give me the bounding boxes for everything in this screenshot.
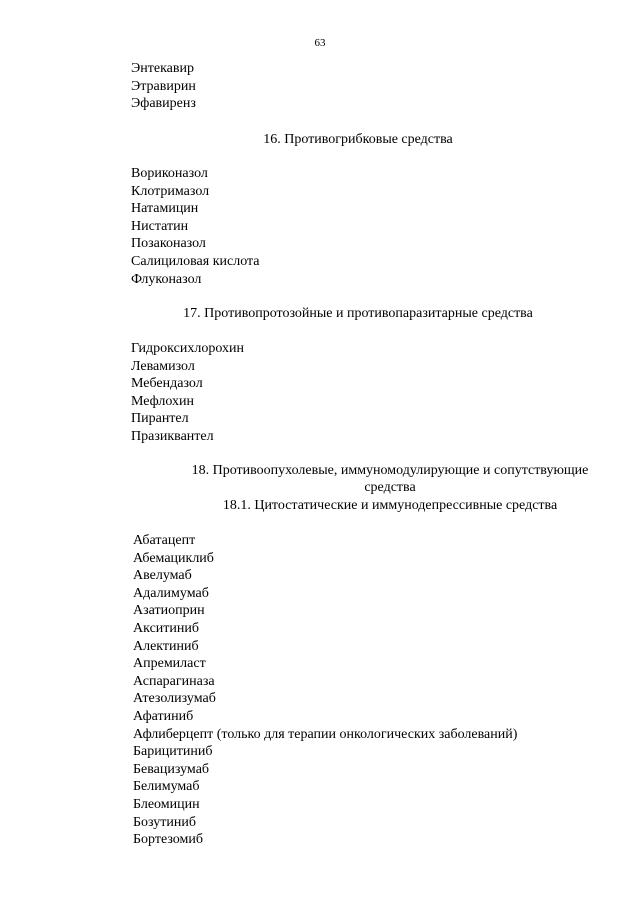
list-item: Мефлохин (131, 393, 194, 409)
page-number: 63 (314, 37, 326, 49)
list-item: Блеомицин (133, 796, 200, 812)
list-item: Этравирин (131, 78, 196, 94)
list-item: Пирантел (131, 411, 189, 427)
list-item: Флуконазол (131, 271, 202, 287)
list-item: Абатацепт (133, 533, 196, 548)
list-item: Левамизол (131, 358, 195, 374)
list-item: Адалимумаб (133, 585, 209, 601)
list-item: Бозутиниб (133, 814, 196, 830)
section-16-list (131, 165, 260, 288)
list-item: Позаконазол (131, 236, 206, 252)
list-item: Акситиниб (133, 620, 199, 636)
list-item: Алектиниб (133, 638, 199, 654)
section-18-title-line-1: 18. Противоопухолевые, иммуномодулирующие и сопутствующие (191, 463, 589, 478)
list-item: Гидроксихлорохин (131, 341, 244, 356)
list-item: Бортезомиб (133, 832, 204, 848)
section-18-1-list (133, 532, 517, 849)
list-item: Атезолизумаб (133, 691, 216, 707)
list-item: Энтекавир (131, 61, 194, 76)
list-item: Белимумаб (133, 779, 200, 795)
list-item: Авелумаб (133, 568, 192, 584)
section-18-title-line-2: средства (364, 480, 416, 495)
list-item: Натамицин (131, 201, 199, 217)
section-18-1-subtitle: 18.1. Цитостатические и иммунодепрессивные средства (222, 498, 558, 513)
list-item: Афатиниб (133, 708, 194, 724)
list-item: Мебендазол (131, 376, 203, 392)
list-item: Барицитиниб (133, 744, 213, 760)
list-item: Афлиберцепт (только для терапии онкологических заболеваний) (133, 726, 518, 742)
drug-list-top (131, 60, 196, 113)
list-item: Абемациклиб (133, 550, 214, 566)
list-item: Эфавиренз (131, 96, 196, 112)
list-item: Вориконазол (131, 166, 208, 181)
section-17-list (131, 340, 244, 446)
list-item: Азатиоприн (133, 603, 205, 619)
list-item: Празиквантел (131, 428, 214, 444)
list-item: Апремиласт (133, 656, 206, 672)
section-17-title: 17. Противопротозойные и противопаразитарные средства (183, 306, 533, 321)
list-item: Нистатин (131, 218, 189, 234)
list-item: Аспарагиназа (133, 673, 215, 689)
list-item: Салициловая кислота (131, 253, 260, 269)
list-item: Клотримазол (131, 183, 210, 199)
section-16-title: 16. Противогрибковые средства (263, 132, 453, 147)
list-item: Бевацизумаб (133, 761, 210, 777)
section-18-title (150, 462, 630, 496)
